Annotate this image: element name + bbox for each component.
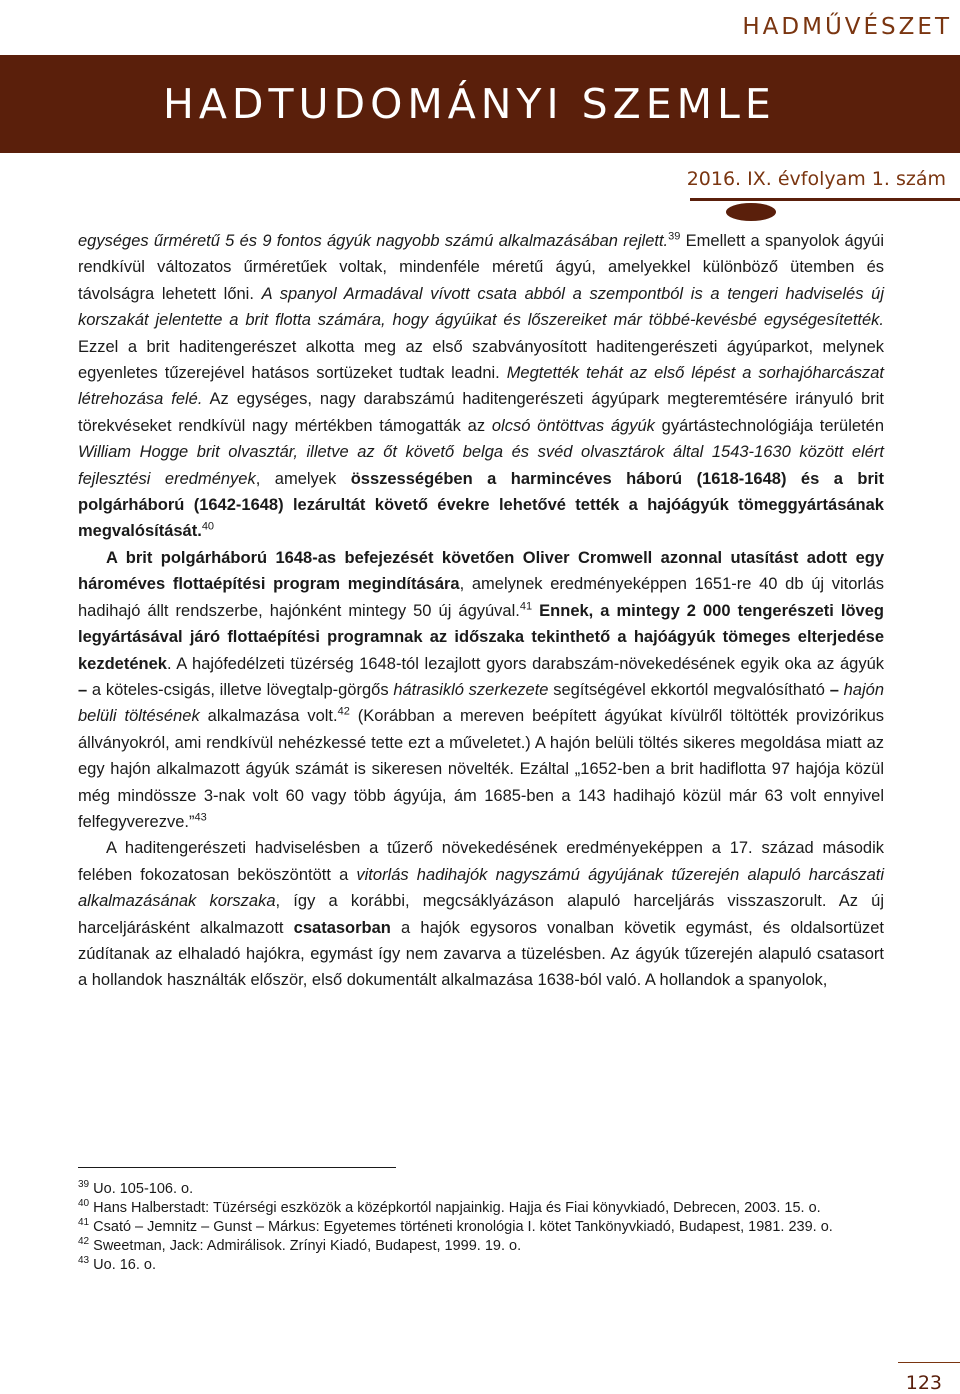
text-run: segítségével ekkortól megvalósítható	[548, 680, 830, 699]
footnote	[78, 1180, 884, 1199]
italic-run: William Hogge brit olvasztár, illetve az őt követő belga és svéd olvasztárok által 1543-1630 között elért fejlesztési eredmények	[78, 443, 884, 488]
paragraph	[78, 228, 884, 545]
footnote-ref: 40	[201, 520, 215, 533]
footnote-ref: 41	[519, 600, 533, 613]
section-tag: HADMŰVÉSZET	[742, 14, 952, 40]
text-run: Emellett a spanyolok ágyúi rendkívül változatos űrméretűek voltak, mindenféle méretű ágyú, amelyekkel különböző ütemben és távolságra lehetett lőni.	[78, 232, 884, 303]
italic-run: egységes űrméretű 5 és 9 fontos ágyúk nagyobb számú alkalmazásában rejlett.	[78, 232, 669, 250]
header-rule	[690, 198, 960, 201]
footnote	[78, 1237, 884, 1256]
footnote-number: 39	[78, 1179, 90, 1191]
text-run: , így a korábbi, megcsáklyázáson alapuló harceljárás visszaszorult. Az új harceljárásként alkalmazott	[78, 892, 884, 937]
text-run: Ezzel a brit haditengerészet alkotta meg az első szabványosított haditengerészeti ágyúparkot, melynek egyenletes tűzerejével hatásos sortüzeket tudtak leadni.	[78, 337, 884, 383]
page-number: 123	[905, 1372, 942, 1394]
footnote-ref: 43	[194, 811, 207, 824]
issue-info: 2016. IX. évfolyam 1. szám	[686, 168, 946, 190]
text-run: (Korábban a mereven beépített ágyúkat kívülről töltötték provizórikus állványokról, ami rendkívül nehézkessé tette ezt a műveletet.) A hajón belüli töltés sikeres megoldása miatt az egy hajón alkalmazott ágyúk számát is sikeresen növelték. Ezáltal „1652-ben a brit hadiflotta 97 hajója közül még mindössze 3-nak volt 60 vagy több ágyúja, ám 1685-ben a 143 hadihajó közül már 63 volt ennyivel felfegyverezve.”	[78, 707, 885, 831]
footnote-text: Csató – Jemnitz – Gunst – Márkus: Egyetemes történeti kronológia I. kötet Tankönyvkiadó, Budapest, 1981. 239. o.	[89, 1219, 833, 1235]
text-run: a köteles-csigás, illetve lövegtalp-görgős	[87, 680, 394, 699]
bold-run: Ennek, a mintegy 2 000 tengerészeti löveg legyártásával járó flottaépítési programnak az időszaka tekinthető a hajóágyúk tömeges elterjedése kezdetének	[78, 601, 884, 673]
italic-run: hajón belüli töltésének	[78, 680, 884, 726]
footnote-number: 41	[78, 1217, 90, 1229]
paragraph	[78, 545, 884, 835]
article-body	[78, 228, 884, 994]
footnote-separator	[78, 1167, 396, 1168]
italic-run: vitorlás hadihajók nagyszámú ágyújának tűzerején alapuló harcászati alkalmazásának korszaka	[78, 865, 884, 911]
bold-run: összességében a harmincéves háború (1618-1648) és a brit polgárháború (1642-1648) lezárultát követő évekre lehetővé tették a hajóágyúk tömeggyártásának megvalósítását.	[78, 469, 884, 541]
footnote-text: Uo. 16. o.	[89, 1257, 157, 1273]
bold-run: A brit polgárháború 1648-as befejezését követően Oliver Cromwell azonnal utasítást adott egy hároméves flottaépítési program megindítására	[78, 548, 884, 594]
footnote-number: 40	[78, 1198, 90, 1210]
footnote-text: Uo. 105-106. o.	[89, 1181, 194, 1197]
footer-rule	[898, 1362, 960, 1363]
text-run: A haditengerészeti hadviselésben a tűzerő növekedésének eredményeképpen a 17. század második felében fokozatosan beköszöntött a	[78, 839, 884, 884]
footnote-ref: 42	[337, 705, 350, 718]
bold-run: –	[829, 680, 839, 699]
footnote-ref: 39	[668, 230, 681, 243]
bold-run: –	[78, 680, 88, 699]
text-run: , amelynek eredményeképpen 1651-re 40 db új vitorlás hadihajó állt rendszerbe, hajónként mintegy 50 új ágyúval.	[78, 575, 885, 620]
text-run: Az egységes, nagy darabszámú haditengerészeti ágyúpark megteremtésére irányuló brit törekvéseket rendkívül nagy mértékben támogatták az	[78, 390, 884, 435]
text-run: . A hajófedélzeti tüzérség 1648-tól lezajlott gyors darabszám-növekedésének egyik oka az ágyúk	[166, 654, 884, 673]
footnote-text: Sweetman, Jack: Admirálisok. Zrínyi Kiadó, Budapest, 1999. 19. o.	[89, 1238, 522, 1254]
footnote	[78, 1218, 884, 1237]
journal-title: HADTUDOMÁNYI SZEMLE	[163, 80, 776, 128]
footnote-number: 42	[78, 1236, 90, 1248]
header-ornament	[726, 203, 776, 221]
italic-run: olcsó öntöttvas ágyúk	[491, 416, 655, 435]
bold-run: csatasorban	[293, 918, 391, 937]
footnote-number: 43	[78, 1255, 90, 1267]
footnote	[78, 1256, 884, 1275]
paragraph	[78, 835, 884, 993]
footnote	[78, 1199, 884, 1218]
text-run: , amelyek	[255, 469, 351, 488]
footnote-text: Hans Halberstadt: Tüzérségi eszközök a középkortól napjainkig. Hajja és Fiai könyvkiadó, Debrecen, 2003. 15. o.	[89, 1200, 821, 1216]
text-run: gyártástechnológiája területén	[654, 416, 885, 435]
header-banner	[0, 55, 960, 153]
italic-run: A spanyol Armadával vívott csata abból a szempontból is a tengeri hadviselés új korszakát jelentette a brit flotta számára, hogy ágyúikat és lőszereiket már többé-kevésbé egységesítették.	[78, 284, 884, 330]
footnotes	[78, 1180, 884, 1275]
text-run: a hajók egysoros vonalban követik egymást, és oldalsortüzet zúdítanak az elhaladó hajókra, egymást így nem zavarva a tüzelésben. Az ágyúk tűzerején alapuló csatasort a hollandok használták először, első dokumentált alkalmazása 1638-ból való. A hollandok a spanyolok,	[78, 918, 885, 990]
text-run: alkalmazása volt.	[199, 707, 338, 726]
italic-run: Megtették tehát az első lépést a sorhajóharcászat létrehozása felé.	[78, 364, 884, 409]
italic-run: hátrasikló szerkezete	[393, 680, 549, 699]
